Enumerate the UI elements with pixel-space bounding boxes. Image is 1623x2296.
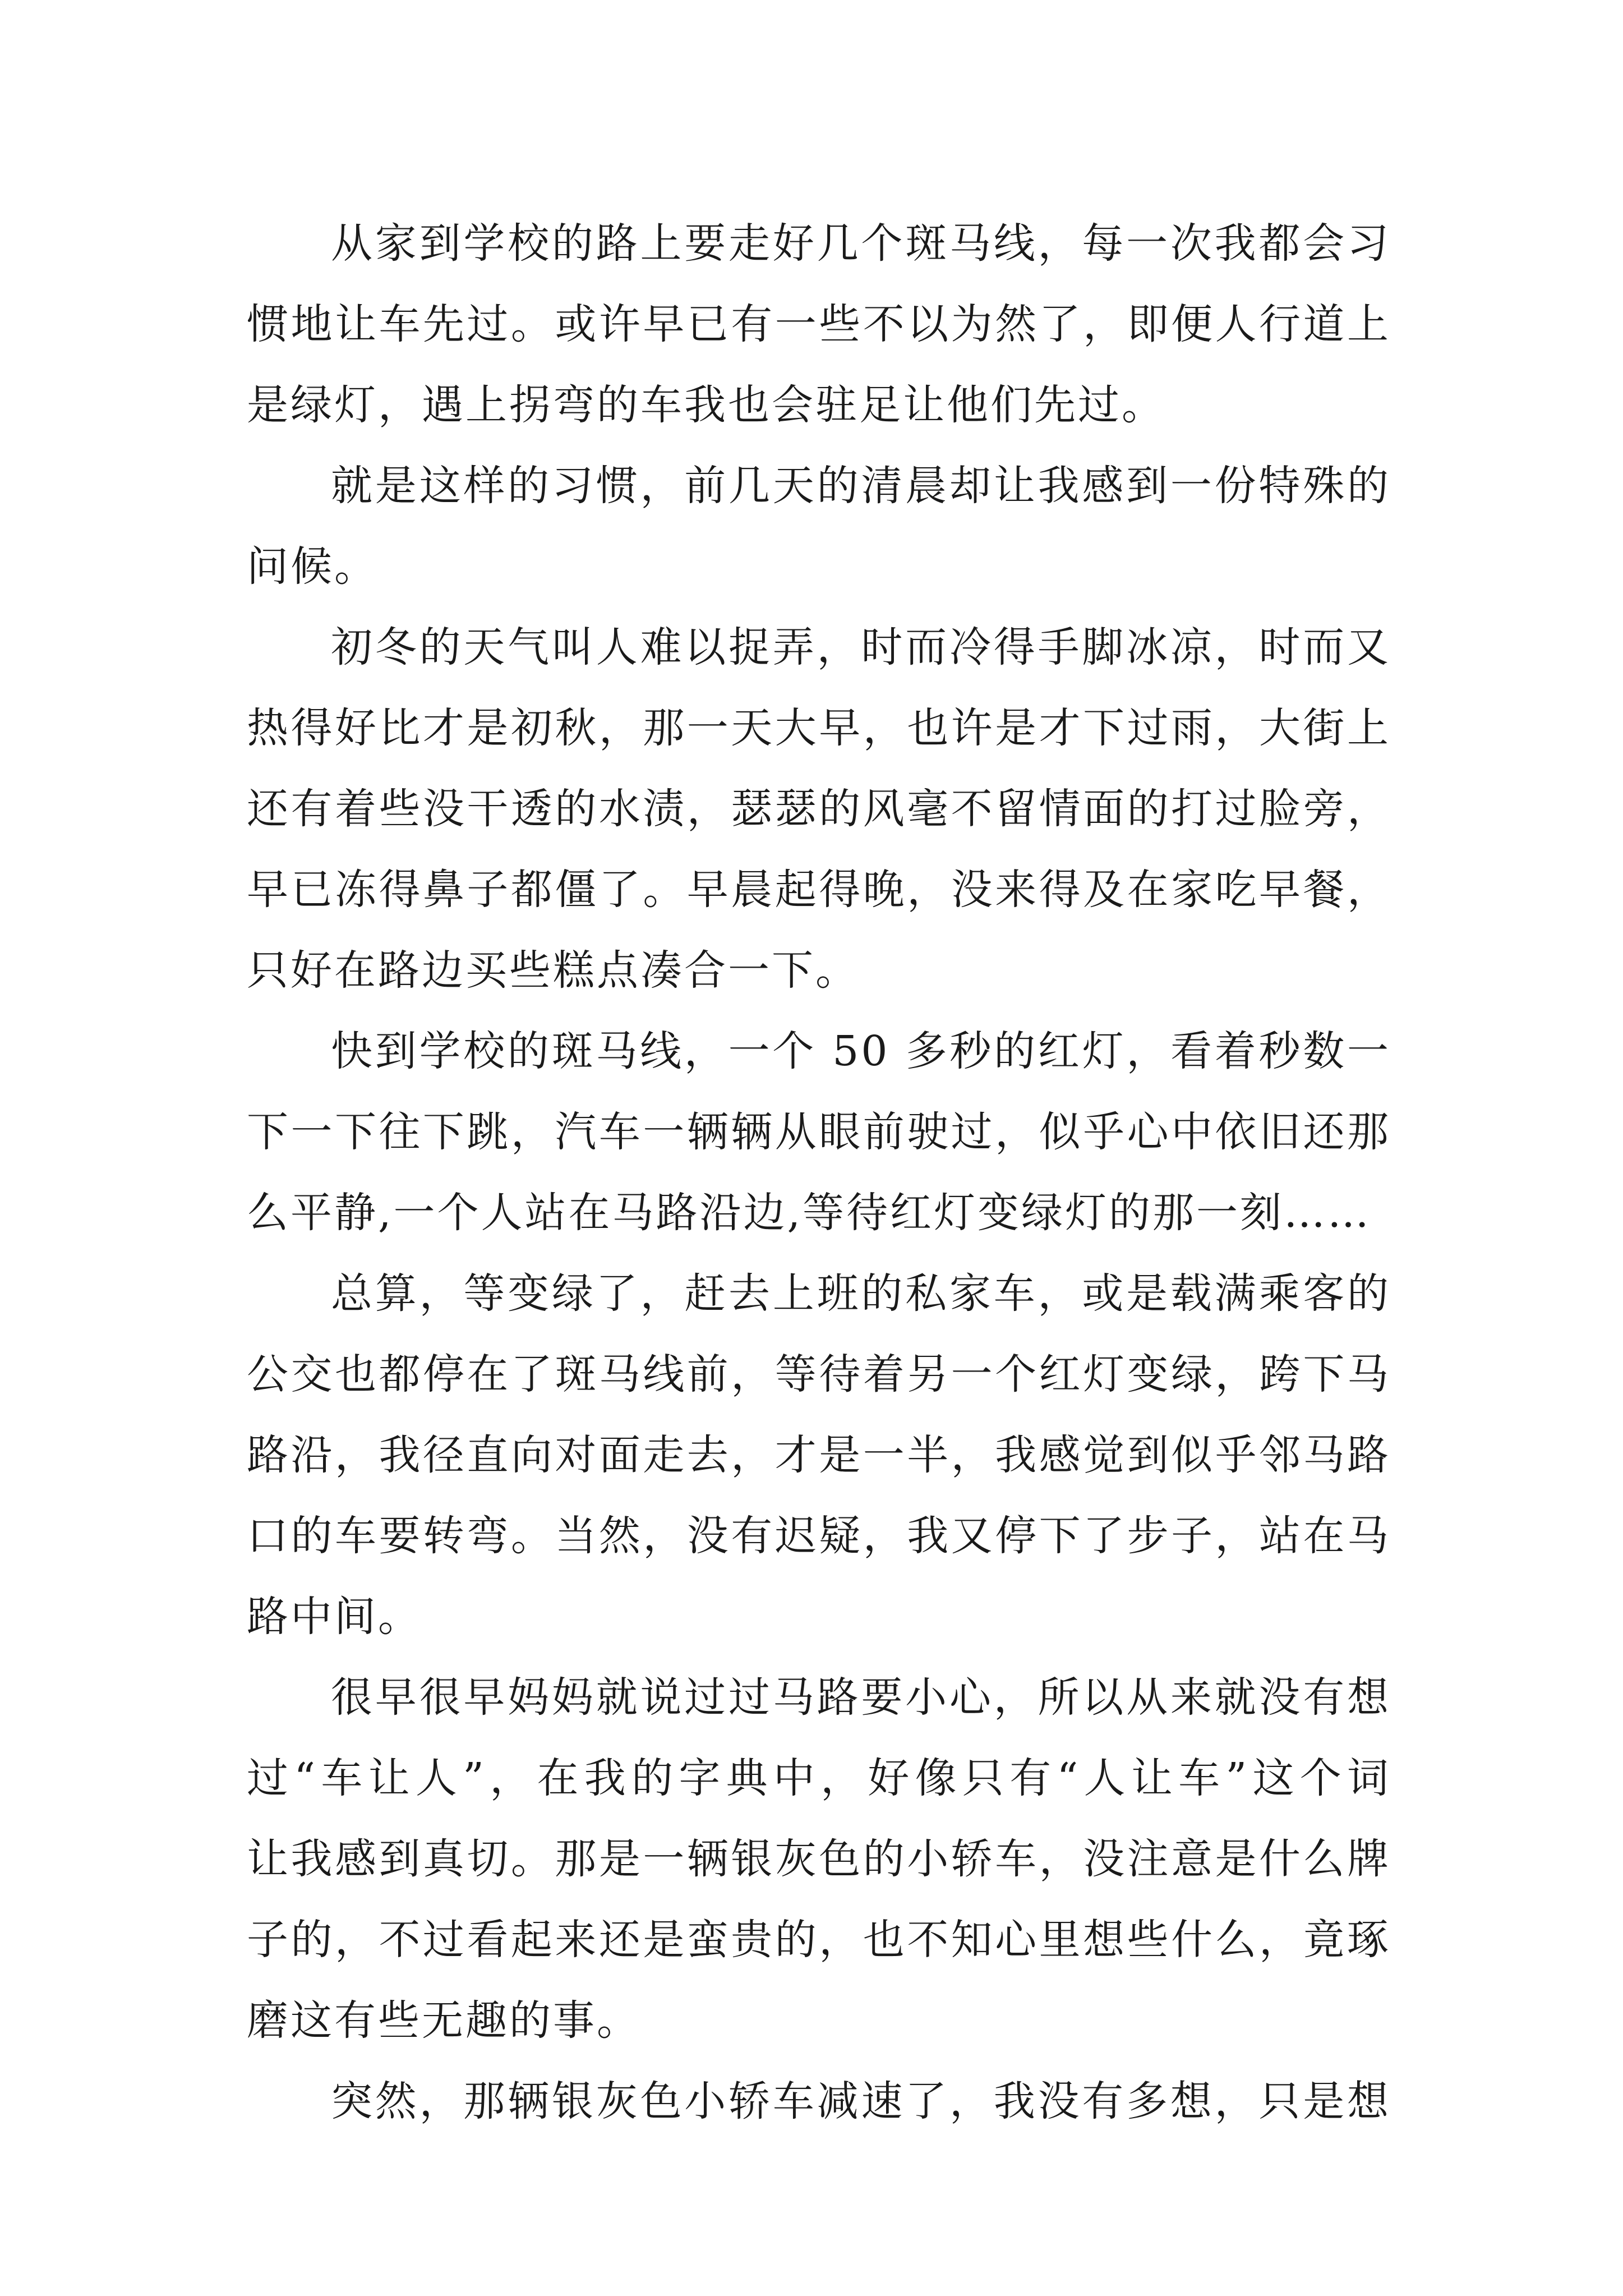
text-line: 热得好比才是初秋，那一天大早，也许是才下过雨，大街上: [247, 704, 1391, 752]
text-line: 过“车让人”，在我的字典中，好像只有“人让车”这个词: [247, 1754, 1391, 1802]
text-line: 下一下往下跳，汽车一辆辆从眼前驶过，似乎心中依旧还那: [247, 1108, 1391, 1156]
text-line: 子的，不过看起来还是蛮贵的，也不知心里想些什么，竟琢: [247, 1916, 1391, 1964]
text-line: 是绿灯，遇上拐弯的车我也会驻足让他们先过。: [247, 381, 1165, 429]
text-line: 让我感到真切。那是一辆银灰色的小轿车，没注意是什么牌: [247, 1835, 1391, 1883]
text-line: 路中间。: [247, 1593, 422, 1641]
text-line: 还有着些没干透的水渍，瑟瑟的风毫不留情面的打过脸旁，: [247, 785, 1391, 833]
text-line: 么平静,一个人站在马路沿边,等待红灯变绿灯的那一刻……: [247, 1189, 1372, 1237]
text-line: 惯地让车先过。或许早已有一些不以为然了，即便人行道上: [247, 300, 1391, 348]
text-line: 就是这样的习惯，前几天的清晨却让我感到一份特殊的: [331, 462, 1391, 510]
text-line: 公交也都停在了斑马线前，等待着另一个红灯变绿，跨下马: [247, 1350, 1391, 1398]
text-line: 口的车要转弯。当然，没有迟疑，我又停下了步子，站在马: [247, 1512, 1391, 1560]
body-text: [247, 203, 1391, 2142]
text-line: 突然，那辆银灰色小轿车减速了，我没有多想，只是想: [331, 2077, 1391, 2125]
text-line: 只好在路边买些糕点凑合一下。: [247, 946, 859, 995]
text-line: 路沿，我径直向对面走去，才是一半，我感觉到似乎邻马路: [247, 1431, 1391, 1479]
text-line: 很早很早妈妈就说过过马路要小心，所以从来就没有想: [331, 1673, 1391, 1722]
text-line: 初冬的天气叫人难以捉弄，时而冷得手脚冰凉，时而又: [331, 623, 1391, 671]
text-line: 从家到学校的路上要走好几个斑马线，每一次我都会习: [331, 219, 1391, 268]
text-line: 快到学校的斑马线，一个 50 多秒的红灯，看着秒数一: [331, 1027, 1391, 1075]
text-line: 磨这有些无趣的事。: [247, 1996, 640, 2045]
text-line: 早已冻得鼻子都僵了。早晨起得晚，没来得及在家吃早餐，: [247, 866, 1391, 914]
text-line: 问候。: [247, 542, 378, 591]
text-line: 总算，等变绿了，赶去上班的私家车，或是载满乘客的: [331, 1269, 1391, 1318]
